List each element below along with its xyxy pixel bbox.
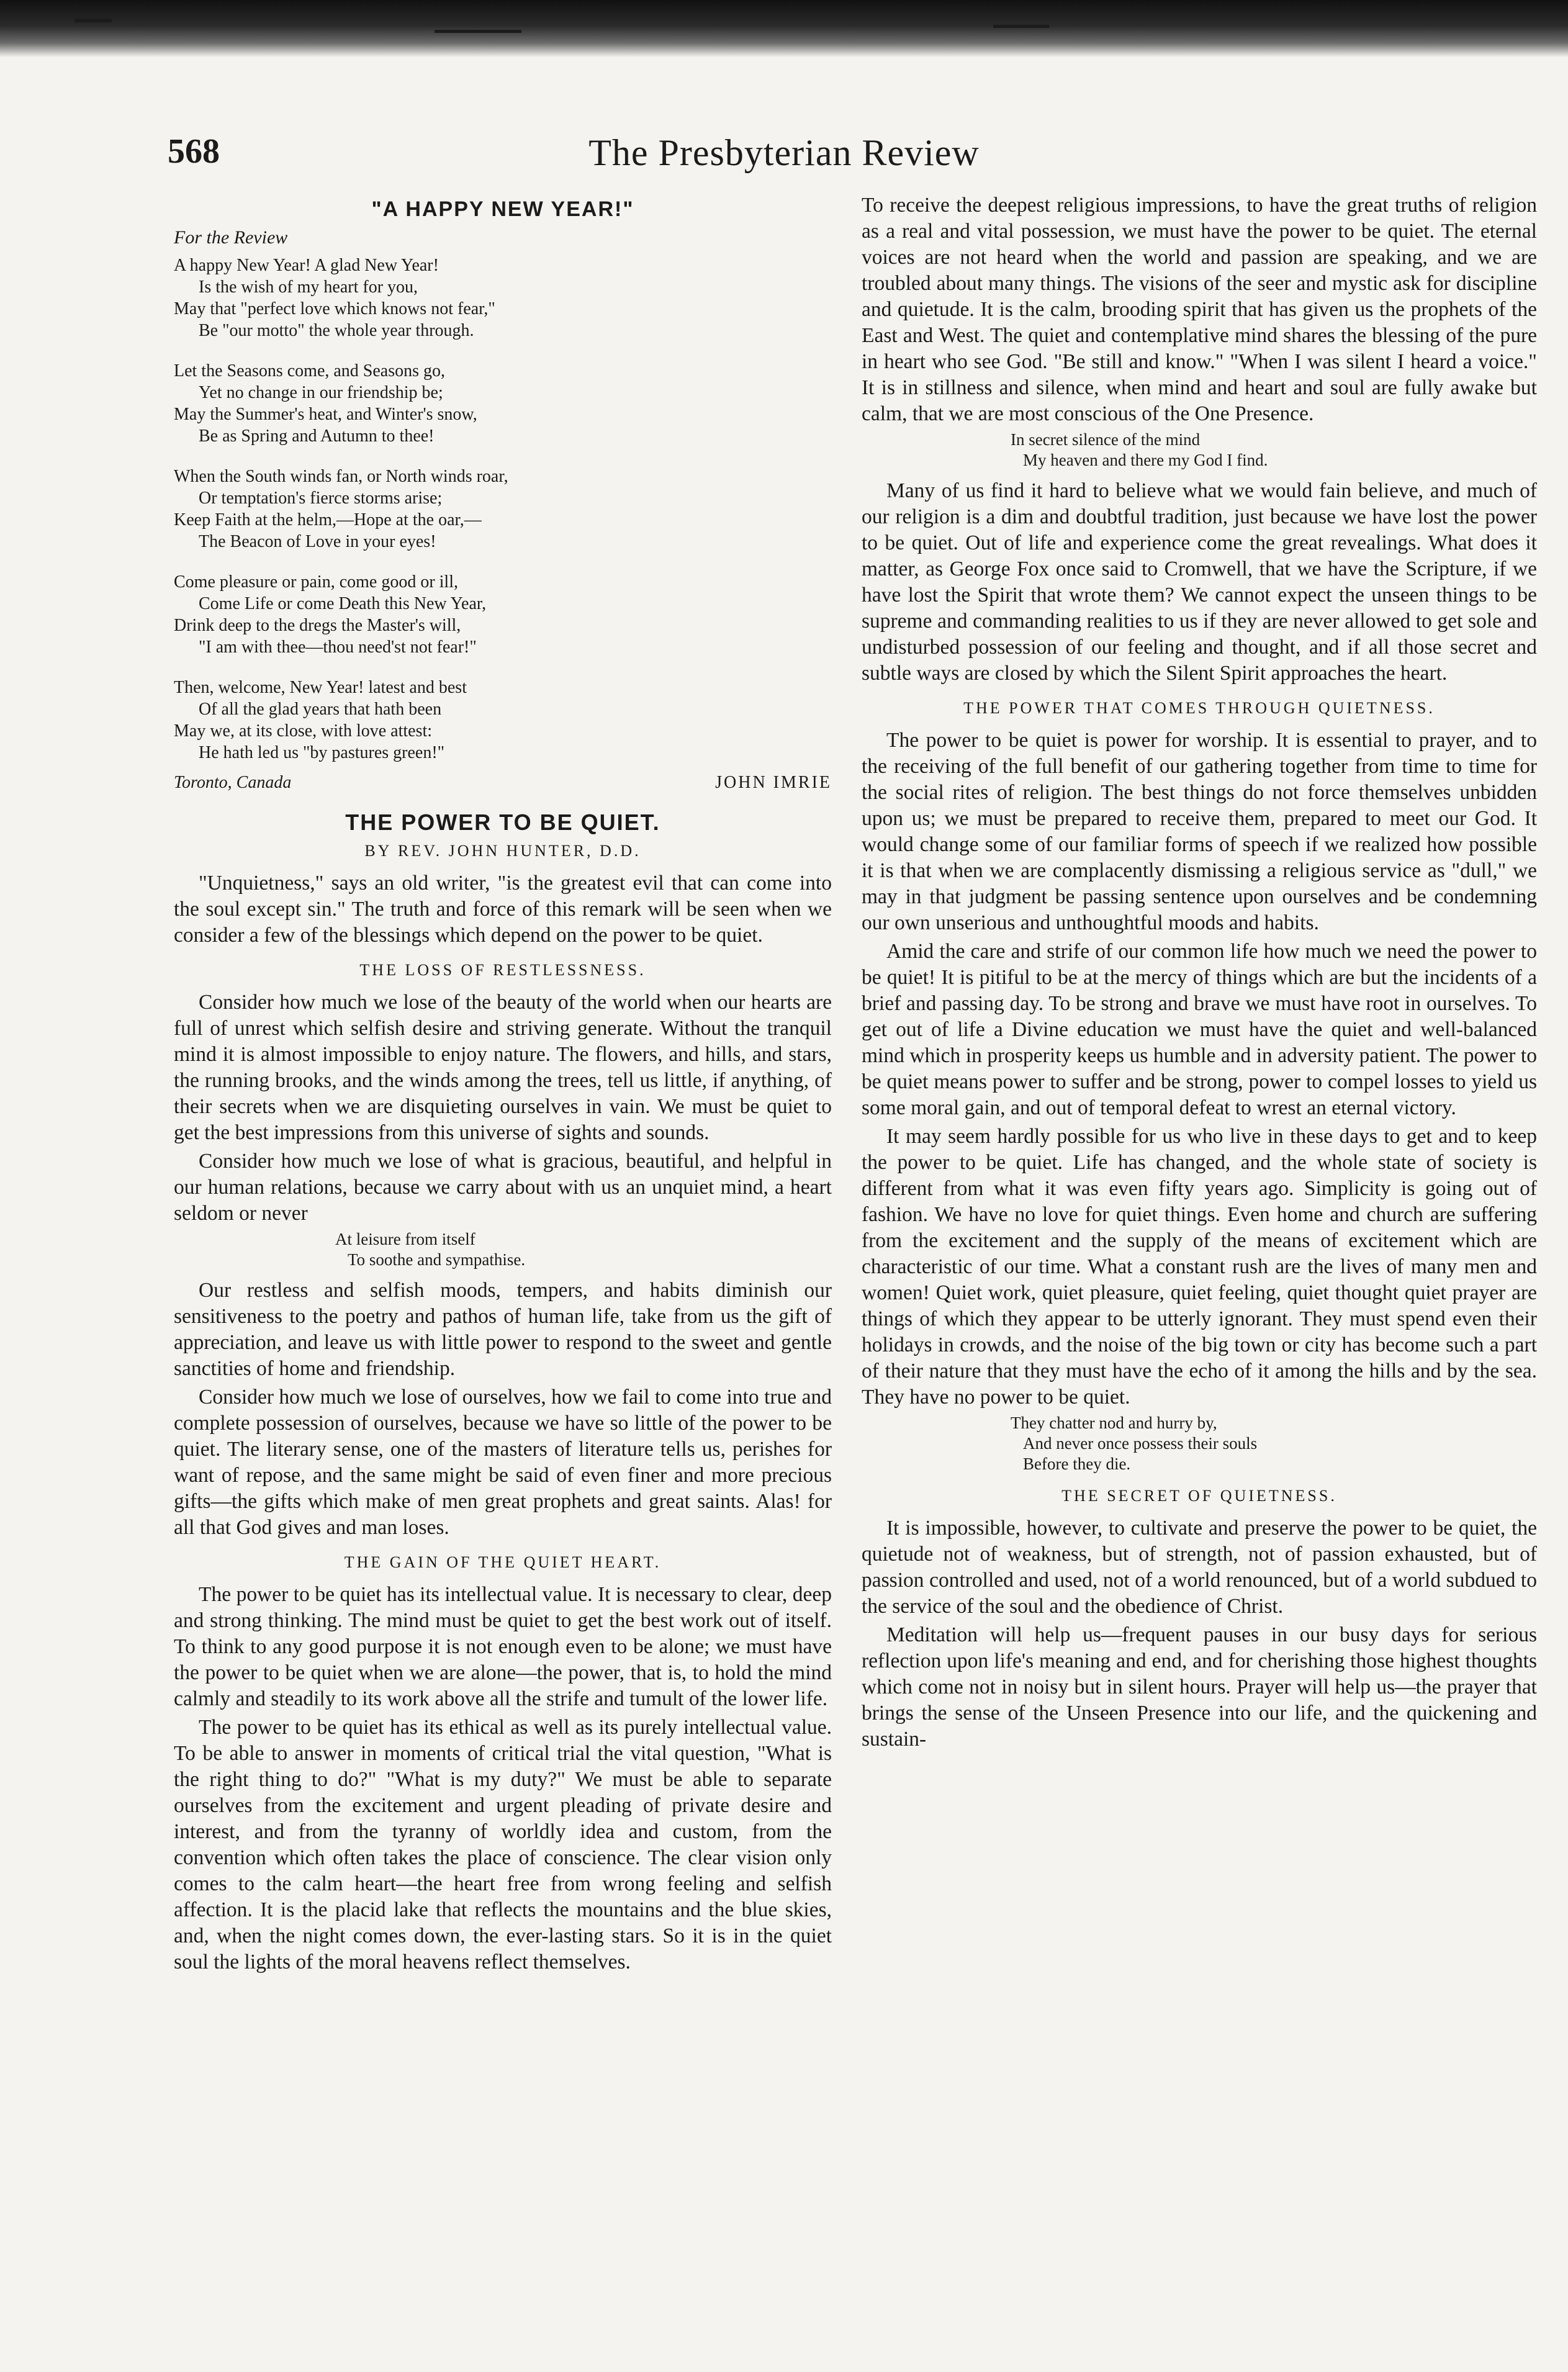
poem-line: Come pleasure or pain, come good or ill, (174, 572, 458, 592)
paragraph: The power to be quiet has its ethical as well as its purely intellectual value. To be able to answer in moments of critical trial the vital question, "What is the right thing to do?" "What is my duty?" We must be able to separate ourselves from the excitement and urgent pleading of private desire and interest, and from the tyranny of worldly idea and custom, from the convention which often takes the place of conscience. The clear vision only comes to the calm heart—the heart free from wrong feeling and selfish affection. It is the placid lake that reflects the mountains and the blue skies, and, when the night comes down, the ever-lasting stars. So it is in the quiet soul the lights of the moral heavens reflect themselves. (174, 1716, 832, 1973)
quote-leisure (174, 1229, 832, 1270)
poem-title: "A HAPPY NEW YEAR!" (371, 197, 634, 221)
quote-line: They chatter nod and hurry by, (1011, 1414, 1217, 1432)
poem-signoff (174, 770, 832, 796)
quote-chatter (862, 1413, 1537, 1474)
poem-line: Or temptation's fierce storms arise; (199, 489, 443, 508)
subhead-gain: THE GAIN OF THE QUIET HEART. (344, 1553, 662, 1571)
quote-line: My heaven and there my God I find. (1023, 451, 1268, 469)
right-column (862, 192, 1537, 1755)
poem-line: The Beacon of Love in your eyes! (199, 532, 436, 551)
poem-line: Come Life or come Death this New Year, (199, 594, 487, 613)
quote-line: To soothe and sympathise. (348, 1250, 526, 1269)
poem-line: He hath led us "by pastures green!" (199, 743, 445, 762)
poem-line: Yet no change in our friendship be; (199, 383, 443, 402)
page-number: 568 (168, 132, 220, 171)
paragraph: The power to be quiet has its intellectual value. It is necessary to clear, deep and strong thinking. The mind must be quiet to get the best work out of itself. To think to any good purpose it is not enough even to be alone; we must have the power to be quiet when we are alone—the power, that is, to hold the mind calmly and steadily to its work above all the strife and tumult of the lower life. (174, 1583, 832, 1710)
left-column (174, 192, 832, 1978)
poem-line: Be "our motto" the whole year through. (199, 321, 474, 340)
loss-paragraphs (174, 990, 832, 1227)
quote-line: In secret silence of the mind (1011, 430, 1201, 449)
poem-line: May we, at its close, with love attest: (174, 721, 433, 741)
poem-stanzas (174, 255, 832, 764)
gain-paragraphs (174, 1582, 832, 1975)
poem-dateline: For the Review (174, 227, 288, 248)
paragraph: It may seem hardly possible for us who live in these days to get and to keep the power to be quiet. Life has changed, and the whole state of society is different from what it was even fifty years ago. Simplicity is going out of fashion. We have no love for quiet things. Even home and church are suffering from the excitement and the supply of the means of excitement which are characteristic of our time. What a constant rush are the lives of many men and women! Quiet work, quiet pleasure, quiet feeling, quiet thought quiet prayer are things of which they appear to be utterly ignorant. They must spend even their holidays in crowds, and the noise of the big town or city has become such a part of their nature that they must have the echo of it among the hills and by the sea. They have no power to be quiet. (862, 1125, 1537, 1409)
paragraph: Consider how much we lose of ourselves, how we fail to come into true and complete possession of ourselves, because we have so little of the power to be quiet. The literary sense, one of the masters of literature tells us, perishes for want of repose, and the same might be said of even finer and more precious gifts—the gifts which make of men great prophets and great saints. Alas! for all that God gives and man loses. (174, 1386, 832, 1539)
running-title: The Presbyterian Review (588, 132, 980, 173)
poem-stanza (174, 360, 832, 447)
paragraph: "Unquietness," says an old writer, "is the greatest evil that can come into the soul except sin." The truth and force of this remark will be seen when we consider a few of the blessings which depend on the power to be quiet. (174, 872, 832, 947)
poem-line: Drink deep to the dregs the Master's will, (174, 616, 461, 635)
paragraph: Amid the care and strife of our common life how much we need the power to be quiet! It is pitiful to be at the mercy of things which are but the incidents of a brief and passing day. To be strong and brave we must have root in ourselves. To get out of life a Divine education we must have the quiet and well-balanced mind which in prosperity keeps us humble and in adversity patient. The power to be quiet means power to suffer and be strong, power to compel losses to yield us some moral gain, and out of temporal defeat to wrest an eternal victory. (862, 940, 1537, 1119)
power-paragraphs (862, 728, 1537, 1410)
poem-line: Keep Faith at the helm,—Hope at the oar,— (174, 510, 482, 530)
quote-line: At leisure from itself (335, 1230, 475, 1248)
paragraph: Many of us find it hard to believe what we would fain believe, and much of our religion is a dim and doubtful tradition, just because we have lost the power to be quiet. Out of life and experience come the great revealings. What does it matter, as George Fox once said to Cromwell, that we have the Scripture, if we have lost the Spirit that wrote them? We cannot expect the unseen things to be supreme and commanding realities to us if they are never allowed to get sole and undisturbed possession of our feeling and thought, and if all those secret and subtle ways are closed by which the Silent Spirit approaches the heart. (862, 479, 1537, 685)
poem-line: Then, welcome, New Year! latest and best (174, 678, 467, 697)
poem-stanza (174, 466, 832, 552)
quote-line: Before they die. (1023, 1454, 1131, 1473)
poem-line: May that "perfect love which knows not fear," (174, 299, 495, 318)
poem-stanza (174, 255, 832, 341)
secret-paragraphs (862, 1515, 1537, 1752)
paragraph: Our restless and selfish moods, tempers, and habits diminish our sensitiveness to the poetry and pathos of human life, take from us the gift of appreciation, and leave us with little power to respond to the sweet and gentle sanctities of home and friendship. (174, 1279, 832, 1380)
quote-line: And never once possess their souls (1023, 1434, 1258, 1453)
paragraph: Consider how much we lose of what is gracious, beautiful, and helpful in our human relations, because we carry about with us an unquiet mind, a heart seldom or never (174, 1150, 832, 1225)
page-header (0, 132, 1568, 181)
right-paragraphs-2 (862, 478, 1537, 687)
poem-line: Of all the glad years that hath been (199, 700, 442, 719)
poem-line: Be as Spring and Autumn to thee! (199, 426, 435, 446)
poem-stanza (174, 677, 832, 764)
poem-line: When the South winds fan, or North winds roar, (174, 467, 508, 486)
subhead-loss: THE LOSS OF RESTLESSNESS. (359, 961, 646, 979)
paragraph: It is impossible, however, to cultivate and preserve the power to be quiet, the quietude not of weakness, but of strength, not of passion exhausted, but of passion controlled and used, not of a world renounced, but of a world subdued to the service of the soul and the obedience of Christ. (862, 1517, 1537, 1618)
right-intro-paragraphs (862, 192, 1537, 427)
paragraph: Meditation will help us—frequent pauses in our busy days for serious reflection upon life's meaning and end, and for cherishing those highest thoughts which come not in noisy but in silent hours. Prayer will help us—the prayer that brings the sense of the Unseen Presence into our life, and the quickening and sustain- (862, 1623, 1537, 1751)
article-title: THE POWER TO BE QUIET. (345, 809, 660, 835)
article-byline: BY REV. JOHN HUNTER, D.D. (364, 842, 641, 860)
loss-paragraphs-2 (174, 1278, 832, 1541)
paragraph: The power to be quiet is power for worship. It is essential to prayer, and to the receiving of the full benefit of our gathering together from time to time for the social rites of religion. The best things do not force themselves unbidden upon us; we must be prepared to receive them, prepared to meet our God. It would change some of our familiar forms of speech if we realized how possible it is that when we are complacently dismissing a religious service as "dull," we may in that judgment be passing sentence upon ourselves and be condemning our own unserious and unthoughtful moods and habits. (862, 729, 1537, 934)
paragraph: Consider how much we lose of the beauty of the world when our hearts are full of unrest which selfish desire and striving generate. Without the tranquil mind it is almost impossible to enjoy nature. The flowers, and hills, and stars, the running brooks, and the winds among the trees, tell us little, if anything, of their secrets when we are disquieting ourselves in vain. We must be quiet to get the best impressions from this universe of sights and sounds. (174, 991, 832, 1144)
quote-secret-silence (862, 430, 1537, 471)
poem-line: Let the Seasons come, and Seasons go, (174, 361, 446, 381)
poem-stanza (174, 571, 832, 658)
poem-line: May the Summer's heat, and Winter's snow, (174, 405, 477, 424)
poem-author: JOHN IMRIE (715, 773, 832, 792)
poem-line: Is the wish of my heart for you, (199, 277, 418, 297)
subhead-secret: THE SECRET OF QUIETNESS. (1061, 1487, 1337, 1505)
subhead-power: THE POWER THAT COMES THROUGH QUIETNESS. (963, 699, 1435, 717)
poem-line: "I am with thee—thou need'st not fear!" (199, 638, 477, 657)
intro-paragraphs (174, 870, 832, 949)
scan-top-edge (0, 0, 1568, 57)
poem-line: A happy New Year! A glad New Year! (174, 256, 439, 275)
poem-place: Toronto, Canada (174, 773, 292, 792)
paragraph: To receive the deepest religious impressions, to have the great truths of religion as a real and vital possession, we must have the power to be quiet. The eternal voices are not heard when the world and passion are speaking, and we are troubled about many things. The visions of the seer and mystic ask for discipline and quietude. It is the calm, brooding spirit that has given us the prophets of the East and West. The quiet and contemplative mind shares the blessing of the pure in heart who see God. "Be still and know." "When I was silent I heard a voice." It is in stillness and silence, when mind and heart and soul are fully awake but calm, that we are most conscious of the One Presence. (862, 194, 1537, 425)
